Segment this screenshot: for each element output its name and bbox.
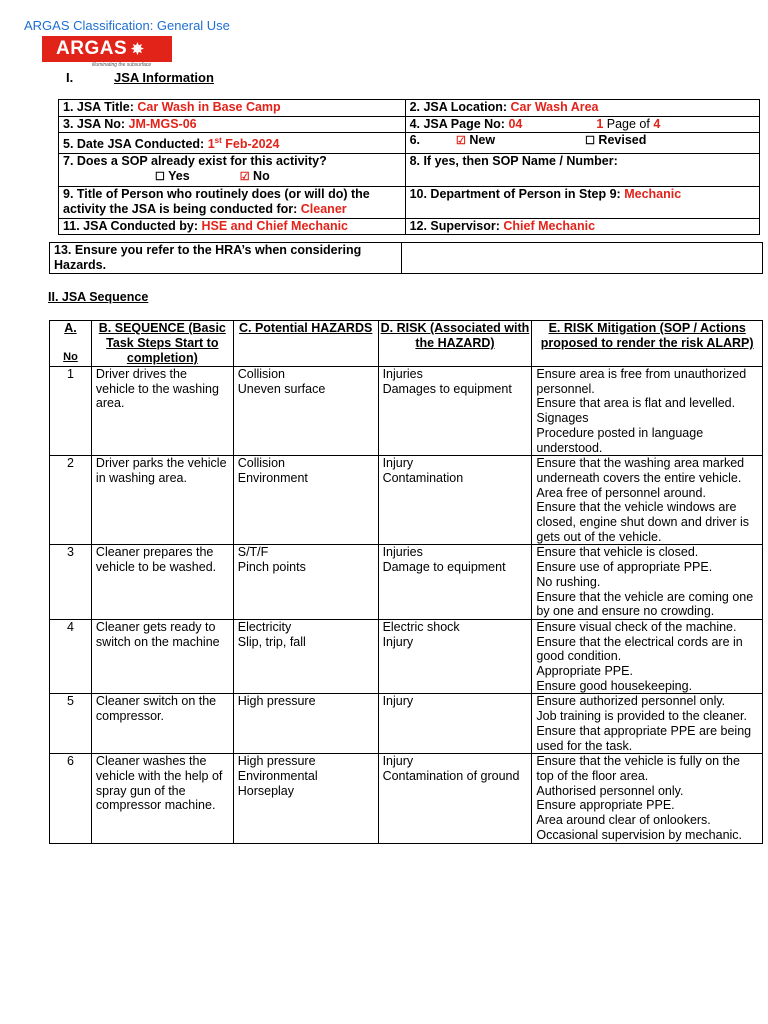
header-a-label: A. <box>64 321 77 335</box>
logo-star-icon: ✵ <box>131 41 145 58</box>
hra-row <box>50 243 763 274</box>
hazards-cell-line: Electricity <box>237 619 292 634</box>
hazards-cell-line: Environment <box>237 470 308 485</box>
jsa-title-cell <box>59 100 406 117</box>
hazards-cell <box>233 545 378 620</box>
sequence-cell: Driver parks the vehicle in washing area. <box>91 456 233 545</box>
hazards-cell-line: Pinch points <box>237 560 306 575</box>
jsa-no-cell <box>59 116 406 133</box>
hazards-cell-line: Horseplay <box>237 783 295 798</box>
mitigation-cell-line: Ensure use of appropriate PPE. <box>536 560 713 575</box>
mitigation-cell-line: Procedure posted in language understood. <box>536 425 704 455</box>
supervisor-value: Chief Mechanic <box>503 218 596 233</box>
mitigation-cell-line: Ensure that the vehicle is fully on the top of the floor area. <box>536 754 740 783</box>
jsa-location-value: Car Wash Area <box>510 100 599 114</box>
page-total: 4 <box>653 116 661 131</box>
mitigation-cell <box>532 694 763 754</box>
mitigation-cell-line: Ensure that appropriate PPE are being used for the task. <box>536 723 752 753</box>
header-e: E. RISK Mitigation (SOP / Actions proposed to render the risk ALARP) <box>532 321 763 367</box>
mitigation-cell-line: Ensure that the vehicle are coming one by one and ensure no crowding. <box>536 589 754 619</box>
page-no-label: 4. JSA Page No: <box>409 116 509 131</box>
mitigation-cell-line: Ensure that the washing area marked underneath covers the entire vehicle. <box>536 456 745 485</box>
section-1-number: I. <box>66 70 74 85</box>
table-row <box>50 456 763 545</box>
department-cell <box>405 186 759 218</box>
sop-name-cell <box>405 153 759 186</box>
table-row <box>50 545 763 620</box>
table-row <box>50 754 763 843</box>
mitigation-cell-line: Ensure that area is flat and levelled. <box>536 396 736 411</box>
header-b: B. SEQUENCE (Basic Task Steps Start to completion) <box>91 321 233 367</box>
risks-cell <box>378 754 532 843</box>
jsa-location-cell <box>405 100 759 117</box>
unchecked-box-icon[interactable]: ☐ <box>155 171 165 184</box>
mitigation-cell-line: Ensure that vehicle is closed. <box>536 545 699 560</box>
status-cell <box>405 133 759 154</box>
sop-exists-cell <box>59 153 406 186</box>
risks-cell-line: Contamination <box>382 470 464 485</box>
person-title-cell <box>59 186 406 218</box>
date-label: 5. Date JSA Conducted: <box>63 137 208 152</box>
checked-box-icon[interactable]: ☑ <box>239 171 250 184</box>
sop-name-label: 8. If yes, then SOP Name / Number: <box>409 153 618 168</box>
risks-cell-line: Electric shock <box>382 619 460 634</box>
jsa-title-value: Car Wash in Base Camp <box>137 100 281 114</box>
mitigation-cell-line: Area free of personnel around. <box>536 485 706 500</box>
hazards-cell <box>233 619 378 694</box>
mitigation-cell-line: Ensure good housekeeping. <box>536 678 693 693</box>
classification-label: ARGAS Classification: General Use <box>24 18 230 33</box>
conducted-by-cell <box>59 218 406 235</box>
department-label: 10. Department of Person in Step 9: <box>409 186 625 201</box>
sequence-body <box>50 367 763 844</box>
sop-no-label: No <box>253 169 270 184</box>
checked-box-icon[interactable]: ☑ <box>456 135 466 147</box>
row-number: 5 <box>50 694 92 754</box>
hazards-cell <box>233 694 378 754</box>
hazards-cell <box>233 456 378 545</box>
hazards-cell-line: High pressure <box>237 754 316 769</box>
jsa-sequence-table <box>49 320 763 844</box>
mitigation-cell-line: Ensure area is free from unauthorized personnel. <box>536 367 747 396</box>
department-value: Mechanic <box>624 186 682 201</box>
hazards-cell-line: Environmental <box>237 768 318 783</box>
mitigation-cell-line: Authorised personnel only. <box>536 783 684 798</box>
conducted-by-value: HSE and Chief Mechanic <box>201 218 349 233</box>
sequence-cell: Driver drives the vehicle to the washing area. <box>91 367 233 456</box>
supervisor-label: 12. Supervisor: <box>409 218 504 233</box>
info-row <box>59 186 760 218</box>
table-row <box>50 367 763 456</box>
row-number: 1 <box>50 367 92 456</box>
mitigation-cell-line: Area around clear of onlookers. <box>536 813 711 828</box>
sequence-cell: Cleaner washes the vehicle with the help of spray gun of the compressor machine. <box>91 754 233 843</box>
hazards-cell-line: S/T/F <box>237 545 269 560</box>
mitigation-cell-line: Ensure that the electrical cords are in good condition. <box>536 634 743 664</box>
risks-cell-line: Damages to equipment <box>382 381 512 396</box>
sop-question: 7. Does a SOP already exist for this activity? <box>63 153 327 168</box>
date-suffix: st <box>214 136 222 145</box>
mitigation-cell-line: Occasional supervision by mechanic. <box>536 827 743 842</box>
logo-tagline: illuminating the subsurface <box>92 62 152 68</box>
hazards-cell <box>233 367 378 456</box>
hra-note: 13. Ensure you refer to the HRA’s when considering Hazards. <box>50 243 402 274</box>
risks-cell <box>378 619 532 694</box>
jsa-location-label: 2. JSA Location: <box>409 100 511 114</box>
risks-cell-line: Damage to equipment <box>382 560 506 575</box>
jsa-info-table <box>58 99 760 235</box>
risks-cell-line: Injury <box>382 754 414 769</box>
header-d: D. RISK (Associated with the HAZARD) <box>378 321 532 367</box>
status-new-label: New <box>469 133 496 147</box>
mitigation-cell <box>532 367 763 456</box>
date-day: 1 <box>207 137 215 152</box>
page-no-cell <box>405 116 759 133</box>
section-2-heading: II. JSA Sequence <box>48 290 149 304</box>
info-row <box>59 100 760 117</box>
date-cell <box>59 133 406 154</box>
status-label: 6. <box>409 133 420 147</box>
mitigation-cell-line: Ensure visual check of the machine. <box>536 619 737 634</box>
risks-cell-line: Injuries <box>382 545 423 560</box>
hazards-cell-line: Slip, trip, fall <box>237 634 306 649</box>
section-1-heading <box>66 70 214 85</box>
table-row <box>50 694 763 754</box>
mitigation-cell <box>532 754 763 843</box>
page-no-value: 04 <box>508 116 523 131</box>
risks-cell <box>378 545 532 620</box>
mitigation-cell-line: Job training is provided to the cleaner. <box>536 709 747 724</box>
row-number: 2 <box>50 456 92 545</box>
row-number: 4 <box>50 619 92 694</box>
mitigation-cell-line: Ensure that the vehicle windows are closed, engine shut down and driver is gets out of the vehicle. <box>536 500 750 544</box>
mitigation-cell <box>532 545 763 620</box>
sequence-cell: Cleaner gets ready to switch on the machine <box>91 619 233 694</box>
hazards-cell <box>233 754 378 843</box>
info-row <box>59 218 760 235</box>
mitigation-cell <box>532 619 763 694</box>
date-value <box>208 137 280 151</box>
hazards-cell-line: Collision <box>237 456 285 471</box>
risks-cell-line: Injury <box>382 634 414 649</box>
info-row <box>59 116 760 133</box>
hazards-cell-line: Uneven surface <box>237 381 326 396</box>
unchecked-box-icon[interactable]: ☐ <box>585 135 595 147</box>
page-current: 1 <box>596 116 604 131</box>
risks-cell <box>378 367 532 456</box>
hra-empty-cell <box>401 243 762 274</box>
risks-cell-line: Contamination of ground <box>382 768 520 783</box>
table-row <box>50 619 763 694</box>
sop-yes-label: Yes <box>168 169 190 184</box>
risks-cell-line: Injury <box>382 456 414 471</box>
date-rest: Feb-2024 <box>221 137 280 152</box>
sequence-header-row <box>50 321 763 367</box>
hazards-cell-line: High pressure <box>237 694 316 709</box>
risks-cell <box>378 456 532 545</box>
conducted-by-label: 11. JSA Conducted by: <box>63 218 202 233</box>
info-row <box>59 133 760 154</box>
risks-cell-line: Injuries <box>382 367 423 381</box>
person-title-label: 9. Title of Person who routinely does (or will do) the activity the JSA is being conducted for: <box>63 186 370 217</box>
page-of-label: Page of <box>603 116 654 131</box>
mitigation-cell-line: No rushing. <box>536 574 601 589</box>
hra-note-table <box>49 242 763 274</box>
status-revised-label: Revised <box>598 133 647 147</box>
supervisor-cell <box>405 218 759 235</box>
person-title-value: Cleaner <box>300 202 347 217</box>
mitigation-cell-line: Signages <box>536 411 589 426</box>
jsa-title-label: 1. JSA Title: <box>63 100 138 114</box>
sequence-cell: Cleaner switch on the compressor. <box>91 694 233 754</box>
mitigation-cell <box>532 456 763 545</box>
jsa-no-label: 3. JSA No: <box>63 116 129 131</box>
header-a-sub: No <box>63 351 78 363</box>
hazards-cell-line: Collision <box>237 367 285 381</box>
mitigation-cell-line: Ensure authorized personnel only. <box>536 694 726 709</box>
jsa-no-value: JM-MGS-06 <box>128 116 197 131</box>
header-a <box>50 321 92 367</box>
sequence-cell: Cleaner prepares the vehicle to be washed. <box>91 545 233 620</box>
argas-logo <box>42 36 172 62</box>
row-number: 6 <box>50 754 92 843</box>
header-c: C. Potential HAZARDS <box>233 321 378 367</box>
risks-cell <box>378 694 532 754</box>
mitigation-cell-line: Appropriate PPE. <box>536 664 633 679</box>
mitigation-cell-line: Ensure appropriate PPE. <box>536 798 675 813</box>
row-number: 3 <box>50 545 92 620</box>
section-1-title: JSA Information <box>114 70 214 85</box>
risks-cell-line: Injury <box>382 694 414 709</box>
info-row <box>59 153 760 186</box>
logo-text: ARGAS <box>56 38 128 59</box>
